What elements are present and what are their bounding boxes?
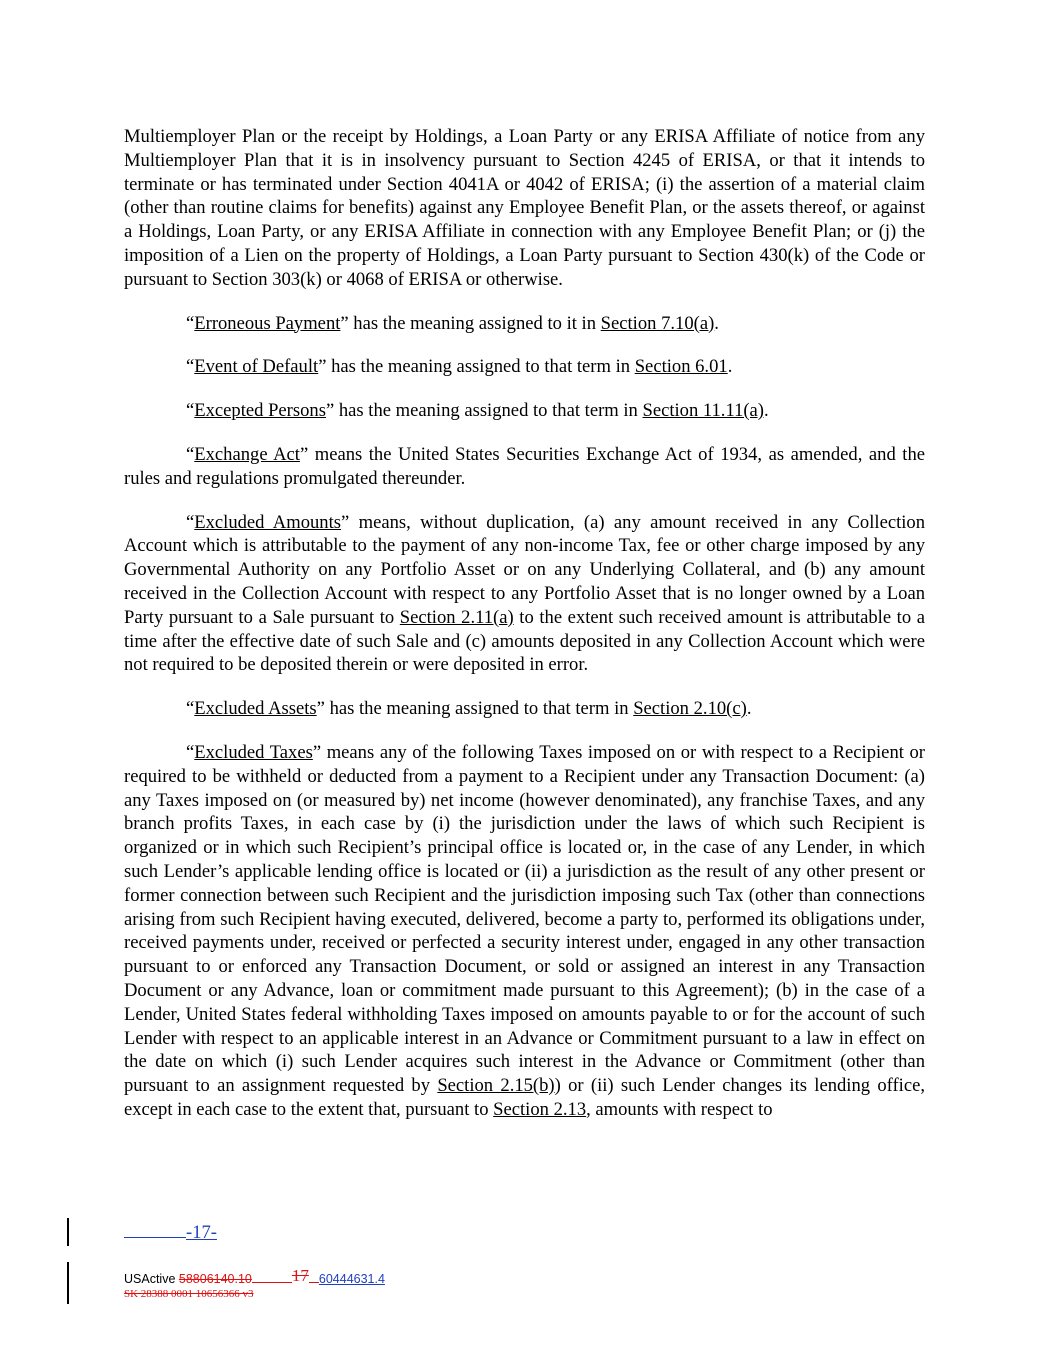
deleted-page-number: 17 bbox=[291, 1266, 309, 1285]
open-quote: “ bbox=[186, 698, 195, 720]
paragraph-continuation: Multiemployer Plan or the receipt by Holdings, a Loan Party or any ERISA Affiliate of notice from any Multiemployer Plan that it is in insolvency pursuant to Section 4245 of ERISA, or that it intends to terminate or has terminated under Section 4041A or 4042 of ERISA; (i) the assertion of a material claim (other than routine claims for benefits) against any Employee Benefit Plan, or the assets thereof, or against a Holdings, Loan Party, or any ERISA Affiliate in connection with any Employee Benefit Plan; or (j) the imposition of a Lien on the property of Holdings, a Loan Party pursuant to Section 430(k) of the Code or pursuant to Section 303(k) or 4068 of ERISA or otherwise. bbox=[124, 126, 925, 290]
section-reference: Section 2.10(c) bbox=[633, 698, 747, 720]
definition-event-of-default bbox=[124, 355, 925, 379]
open-quote: “ bbox=[186, 400, 195, 422]
section-reference: Section 6.01 bbox=[634, 356, 728, 378]
open-quote: “ bbox=[186, 741, 195, 763]
definition-text: ” has the meaning assigned to that term in bbox=[316, 698, 634, 720]
definition-text: ” means the United States Securities Exchange Act of 1934, as amended, and the rules and regulations promulgated thereunder. bbox=[124, 443, 925, 489]
doc-prefix: USActive bbox=[124, 1272, 179, 1286]
defined-term: Excluded Amounts bbox=[194, 511, 341, 533]
definition-excepted-persons bbox=[124, 399, 925, 423]
definition-excluded-assets bbox=[124, 697, 925, 721]
period: . bbox=[746, 698, 752, 720]
inserted-doc-id: 60444631.4 bbox=[318, 1272, 385, 1286]
open-quote: “ bbox=[186, 356, 195, 378]
period: . bbox=[727, 356, 733, 378]
defined-term: Excepted Persons bbox=[194, 400, 326, 422]
defined-term: Event of Default bbox=[194, 356, 319, 378]
change-bar bbox=[67, 1262, 69, 1304]
section-reference: Section 7.10(a) bbox=[600, 312, 715, 334]
definition-erroneous-payment bbox=[124, 312, 925, 336]
defined-term: Excluded Assets bbox=[194, 698, 317, 720]
open-quote: “ bbox=[186, 511, 195, 533]
definition-excluded-taxes bbox=[124, 741, 925, 1122]
footer-doc-id bbox=[124, 1268, 385, 1288]
section-reference: Section 11.11(a) bbox=[642, 400, 764, 422]
definition-text: ” has the meaning assigned to it in bbox=[340, 312, 601, 334]
definition-excluded-amounts bbox=[124, 511, 925, 678]
defined-term: Exchange Act bbox=[194, 443, 300, 465]
period: . bbox=[764, 400, 769, 422]
definition-exchange-act bbox=[124, 443, 925, 491]
definition-text: ” means, without duplication, (a) any amount received in any Collection Account which is attributable to the payment of any non-income Tax, fee or other charge imposed by any Governmental Authority on any Portfolio Asset or on any Underlying Collateral, and (b) any amount received in the Collection Account with respect to any Portfolio Asset that is no longer owned by a Loan Party pursuant to a Sale pursuant to bbox=[124, 511, 925, 628]
definition-text: ) or (ii) such Lender changes its lending office, except in each case to the extent that, pursuant to bbox=[124, 1075, 926, 1120]
period: . bbox=[714, 312, 719, 334]
footer-deleted-sk-id: SK 28388 0001 10656366 v3 bbox=[124, 1288, 254, 1300]
definition-text: ” means any of the following Taxes imposed on or with respect to a Recipient or required to be withheld or deducted from a payment to a Recipient under any Transaction Document: (a) any Taxes imposed on (or measured by) net income (however denominated), any franchise Taxes, and any branch profits Taxes, in each case by (i) the jurisdiction under the laws of which such Recipient is organized or in which such Recipient’s principal office is located or, in the case of any Lender, in which such Lender’s applicable lending office is located or (ii) a jurisdiction as the result of any other present or former connection between such Recipient and the jurisdiction imposing such Tax (other than connections arising from such Recipient having executed, delivered, become a party to, performed its obligations under, received payments under, received or perfected a security interest under, engaged in any other transaction pursuant to or enforced any Transaction Document, or sold or assigned an interest in any Transaction Document or any Advance, loan or commitment made pursuant to this Agreement); (b) in the case of a Lender, United States federal withholding Taxes imposed on amounts payable to or for the account of such Lender with respect to an applicable interest in an Advance or Commitment pursuant to a law in effect on the date on which (i) such Lender acquires such interest in the Advance or Commitment (other than pursuant to an assignment requested by bbox=[124, 741, 925, 1097]
definition-text: , amounts with respect to bbox=[586, 1098, 773, 1120]
change-bar bbox=[67, 1218, 69, 1246]
section-reference: Section 2.15(b) bbox=[437, 1075, 555, 1097]
document-body bbox=[124, 125, 925, 1142]
defined-term: Excluded Taxes bbox=[194, 741, 313, 763]
open-quote: “ bbox=[186, 443, 195, 465]
definition-text: ” has the meaning assigned to that term in bbox=[325, 400, 643, 422]
deleted-doc-id: 58806140.10 bbox=[178, 1272, 252, 1286]
page-number-text: -17- bbox=[186, 1222, 217, 1243]
page-number bbox=[124, 1222, 217, 1244]
section-reference: Section 2.11(a) bbox=[399, 606, 514, 628]
defined-term: Erroneous Payment bbox=[194, 312, 341, 334]
definition-text: to the extent such received amount is attributable to a time after the effective date of such Sale and (c) amounts deposited in any Collection Account which were not required to be deposited therein or were deposited in error. bbox=[124, 606, 926, 676]
open-quote: “ bbox=[186, 312, 195, 334]
definition-text: ” has the meaning assigned to that term in bbox=[318, 356, 635, 378]
section-reference: Section 2.13 bbox=[493, 1098, 587, 1120]
